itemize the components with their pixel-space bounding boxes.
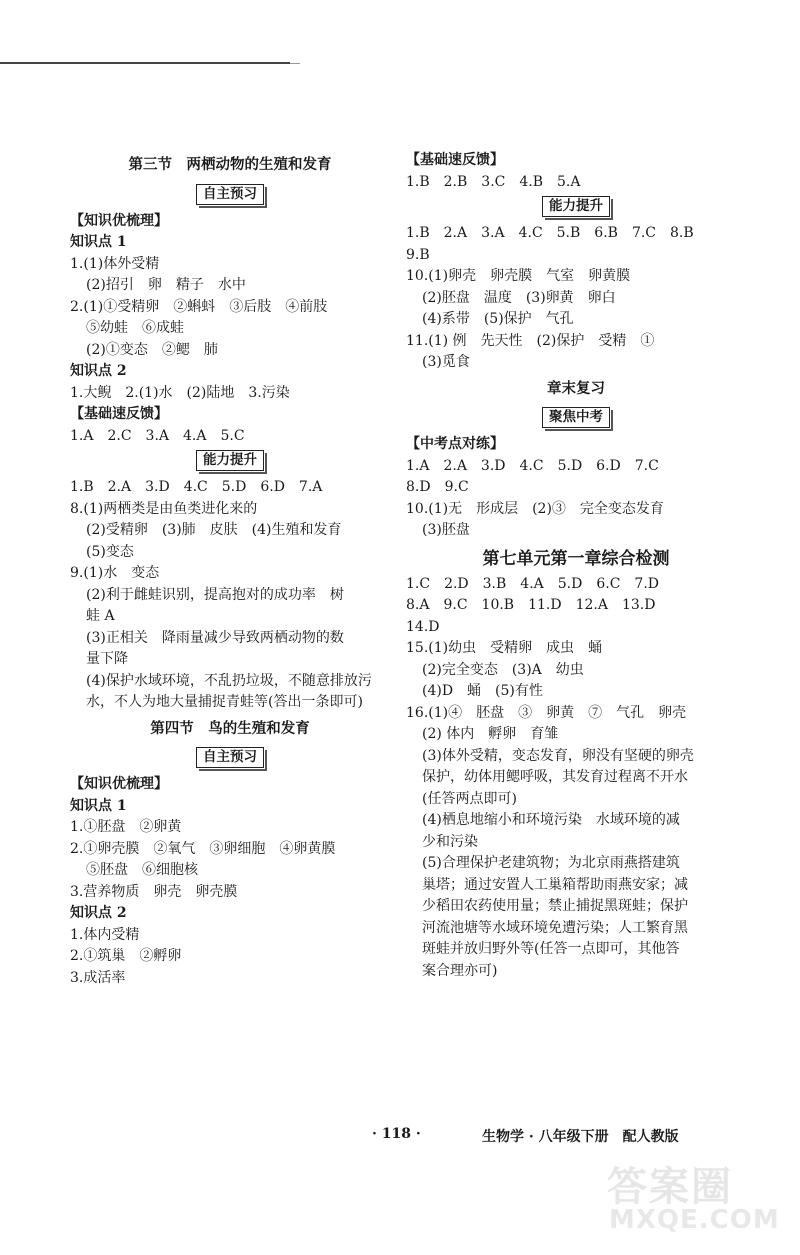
answer-line: 10.(1)卵壳 卵壳膜 气室 卵黄膜	[406, 268, 631, 284]
page-number: · 118 ·	[372, 1126, 421, 1142]
section-title: 第四节 鸟的生殖和发育	[150, 719, 310, 737]
answer-line: 巢塔；通过安置人工巢箱帮助雨燕安家；减	[422, 876, 688, 893]
section-tag: 自主预习	[196, 747, 264, 768]
answer-line: 少和污染	[422, 833, 478, 850]
answer-line: 8.D 9.C	[406, 479, 469, 495]
answer-line: 2.(1)①受精卵 ②蝌蚪 ③后肢 ④前肢	[70, 298, 328, 315]
answer-line: 9.B	[406, 246, 430, 263]
right-column	[406, 150, 746, 982]
answer-line: (2)利于雌蛙识别，提高抱对的成功率 树	[86, 586, 344, 603]
answer-line: 案合理亦可)	[422, 962, 498, 979]
left-column	[70, 150, 390, 989]
subheading: 【基础速反馈】	[70, 406, 168, 422]
section-tag-wrapper	[406, 196, 746, 218]
answer-line: ⑤幼蛙 ⑥成蛙	[86, 320, 184, 336]
answer-line: 1.(1)体外受精	[70, 255, 160, 272]
answer-line: 少稻田农药使用量；禁止捕捉黑斑蛙；保护	[422, 898, 688, 914]
section-title: 章末复习	[547, 379, 605, 397]
answer-line: 2.①筑巢 ②孵卵	[70, 948, 182, 964]
answer-line: 15.(1)幼虫 受精卵 成虫 蛹	[406, 640, 603, 656]
answer-line: (2)①变态 ②鳃 肺	[86, 341, 218, 358]
answer-line: 1.B 2.A 3.D 4.C 5.D 6.D 7.A	[70, 479, 323, 495]
answer-line: 1.C 2.D 3.B 4.A 5.D 6.C 7.D	[406, 575, 659, 592]
section-title: 第三节 两栖动物的生殖和发育	[128, 156, 332, 173]
answer-line: 3.成活率	[70, 969, 126, 986]
answer-line: (3)胚盘	[422, 522, 470, 538]
answer-line: 8.A 9.C 10.B 11.D 12.A 13.D	[406, 597, 656, 613]
answer-line: 保护，幼体用鳃呼吸，其发育过程离不开水	[422, 769, 688, 785]
section-tag: 能力提升	[542, 196, 610, 217]
subheading: 【知识优梳理】	[70, 212, 168, 229]
answer-line: 1.A 2.C 3.A 4.A 5.C	[70, 427, 245, 444]
subheading: 知识点 2	[70, 905, 127, 921]
answer-line: 8.(1)两栖类是由鱼类进化来的	[70, 500, 258, 517]
section-tag-wrapper	[406, 407, 746, 429]
answer-line: 2.①卵壳膜 ②氧气 ③卵细胞 ④卵黄膜	[70, 840, 336, 857]
answer-line: (3)觅食	[422, 354, 470, 370]
answer-line: (2)胚盘 温度 (3)卵黄 卵白	[422, 289, 616, 306]
answer-line: (2) 体内 孵卵 育雏	[422, 726, 559, 742]
answer-line: (任答两点即可)	[422, 790, 517, 807]
section-tag: 聚焦中考	[542, 407, 610, 428]
answer-line: 1.①胚盘 ②卵黄	[70, 819, 182, 835]
answer-line: 9.(1)水 变态	[70, 565, 160, 581]
answer-line: 1.体内受精	[70, 926, 140, 943]
watermark-url: MXQE.COM	[609, 1205, 780, 1235]
answer-line: 量下降	[86, 651, 128, 667]
answer-line: (4)D 蛹 (5)有性	[422, 683, 543, 699]
answer-line: 1.大鲵 2.(1)水 (2)陆地 3.污染	[70, 384, 290, 401]
answer-line: 蛙 A	[86, 608, 115, 624]
answer-line: 河流池塘等水域环境免遭污染；人工繁育黑	[422, 919, 688, 936]
answer-line: (3)体外受精，变态发育，卵没有坚硬的卵壳	[422, 747, 694, 764]
watermark-logo	[597, 1155, 780, 1245]
answer-line: 水，不人为地大量捕捉青蛙等(答出一条即可)	[86, 694, 363, 710]
answer-line: 10.(1)无 形成层 (2)③ 完全变态发育	[406, 500, 664, 517]
subheading: 知识点 1	[70, 234, 127, 250]
answer-line: 16.(1)④ 胚盘 ③ 卵黄 ⑦ 气孔 卵壳	[406, 704, 687, 721]
answer-line: (4)栖息地缩小和环境污染 水域环境的减	[422, 812, 680, 828]
section-tag: 自主预习	[196, 184, 264, 205]
answer-line: (2)招引 卵 精子 水中	[86, 277, 246, 293]
answer-line: 1.B 2.B 3.C 4.B 5.A	[406, 173, 581, 190]
subheading: 知识点 1	[70, 797, 127, 814]
chapter-test-title: 第七单元第一章综合检测	[482, 548, 670, 569]
answer-line: 14.D	[406, 618, 440, 635]
answer-line: 斑蛙并放归野外等(任答一点即可，其他答	[422, 941, 680, 957]
answer-line: 1.B 2.A 3.A 4.C 5.B 6.B 7.C 8.B	[406, 225, 694, 241]
answer-line: (2)完全变态 (3)A 幼虫	[422, 661, 584, 678]
answer-line: (2)受精卵 (3)肺 皮肤 (4)生殖和发育	[86, 522, 342, 538]
subheading: 【中考点对练】	[406, 436, 504, 452]
subheading: 【知识优梳理】	[70, 776, 168, 792]
page-footer	[0, 1126, 800, 1148]
section-tag: 能力提升	[196, 450, 264, 471]
book-info: 生物学 · 八年级下册 配人教版	[482, 1129, 679, 1145]
section-tag-wrapper	[70, 450, 390, 472]
answer-line: 1.A 2.A 3.D 4.C 5.D 6.D 7.C	[406, 457, 659, 474]
answer-line: (3)正相关 降雨量减少导致两栖动物的数	[86, 629, 344, 646]
header-rule-tail	[290, 63, 300, 64]
section-tag-wrapper	[70, 184, 390, 206]
answer-line: (5)合理保护老建筑物；为北京雨燕搭建筑	[422, 855, 680, 871]
subheading: 知识点 2	[70, 363, 127, 379]
answer-line: 3.营养物质 卵壳 卵壳膜	[70, 883, 238, 900]
answer-line: (5)变态	[86, 543, 134, 560]
subheading: 【基础速反馈】	[406, 152, 504, 168]
section-tag-wrapper	[70, 747, 390, 769]
answer-line: ⑤胚盘 ⑥细胞核	[86, 862, 198, 878]
watermark-glyphs: 答案圈	[607, 1164, 733, 1210]
header-rule	[0, 62, 290, 64]
answer-line: (4)系带 (5)保护 气孔	[422, 311, 574, 327]
answer-line: (4)保护水域环境，不乱扔垃圾，不随意排放污	[86, 672, 372, 689]
answer-line: 11.(1) 例 先天性 (2)保护 受精 ①	[406, 332, 655, 349]
